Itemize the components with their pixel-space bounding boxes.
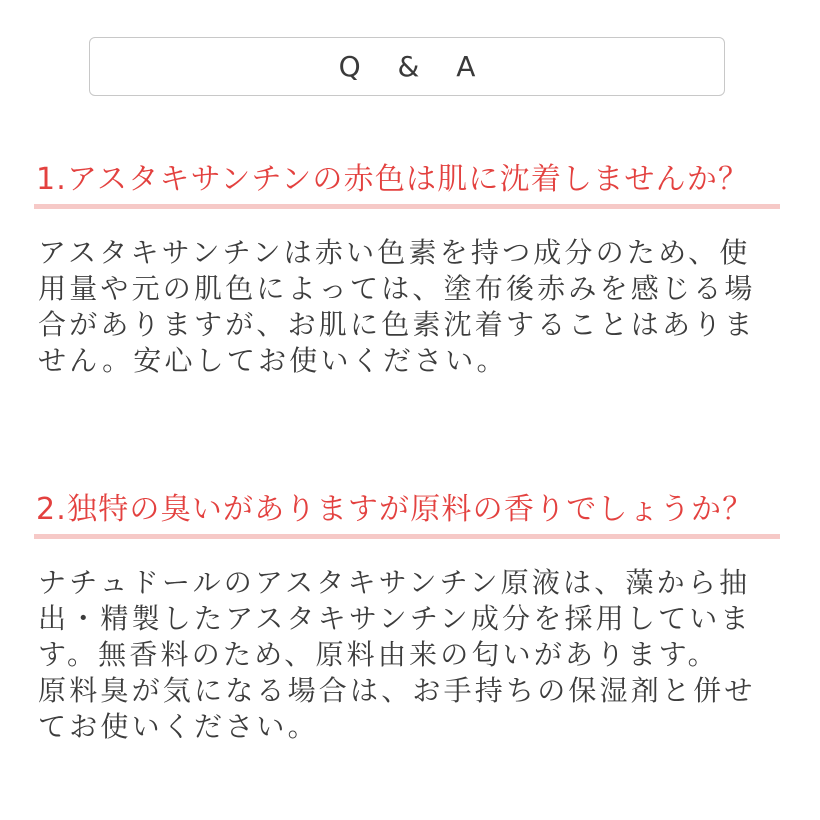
answer-line: アスタキサンチンは赤い色素を持つ成分のため、使 [38,236,751,269]
question-underline [34,534,780,539]
answer-line: 用量や元の肌色によっては、塗布後赤みを感じる場 [38,272,756,305]
faq-question-1: 1.アスタキサンチンの赤色は肌に沈着しませんか？ [36,162,750,197]
question-underline [34,204,780,209]
answer-line: ナチュドールのアスタキサンチン原液は、藻から抽 [38,566,751,599]
faq-question-2: 2.独特の臭いがありますが原料の香りでしょうか？ [36,492,754,527]
answer-line: 出・精製したアスタキサンチン成分を採用していま [38,602,752,635]
answer-line: てお使いください。 [38,710,319,743]
faq-item-1 [34,160,780,379]
answer-line: せん。安心してお使いください。 [38,344,508,377]
answer-line: 合がありますが、お肌に色素沈着することはありま [38,308,756,341]
qa-header-box [89,37,725,96]
faq-answer-1 [34,235,780,379]
answer-line: す。無香料のため、原料由来の匂いがあります。 [38,638,719,671]
faq-answer-2 [34,565,780,745]
faq-item-2 [34,490,780,745]
answer-line: 原料臭が気になる場合は、お手持ちの保湿剤と併せ [38,674,756,707]
qa-title: Q & A [338,50,490,83]
